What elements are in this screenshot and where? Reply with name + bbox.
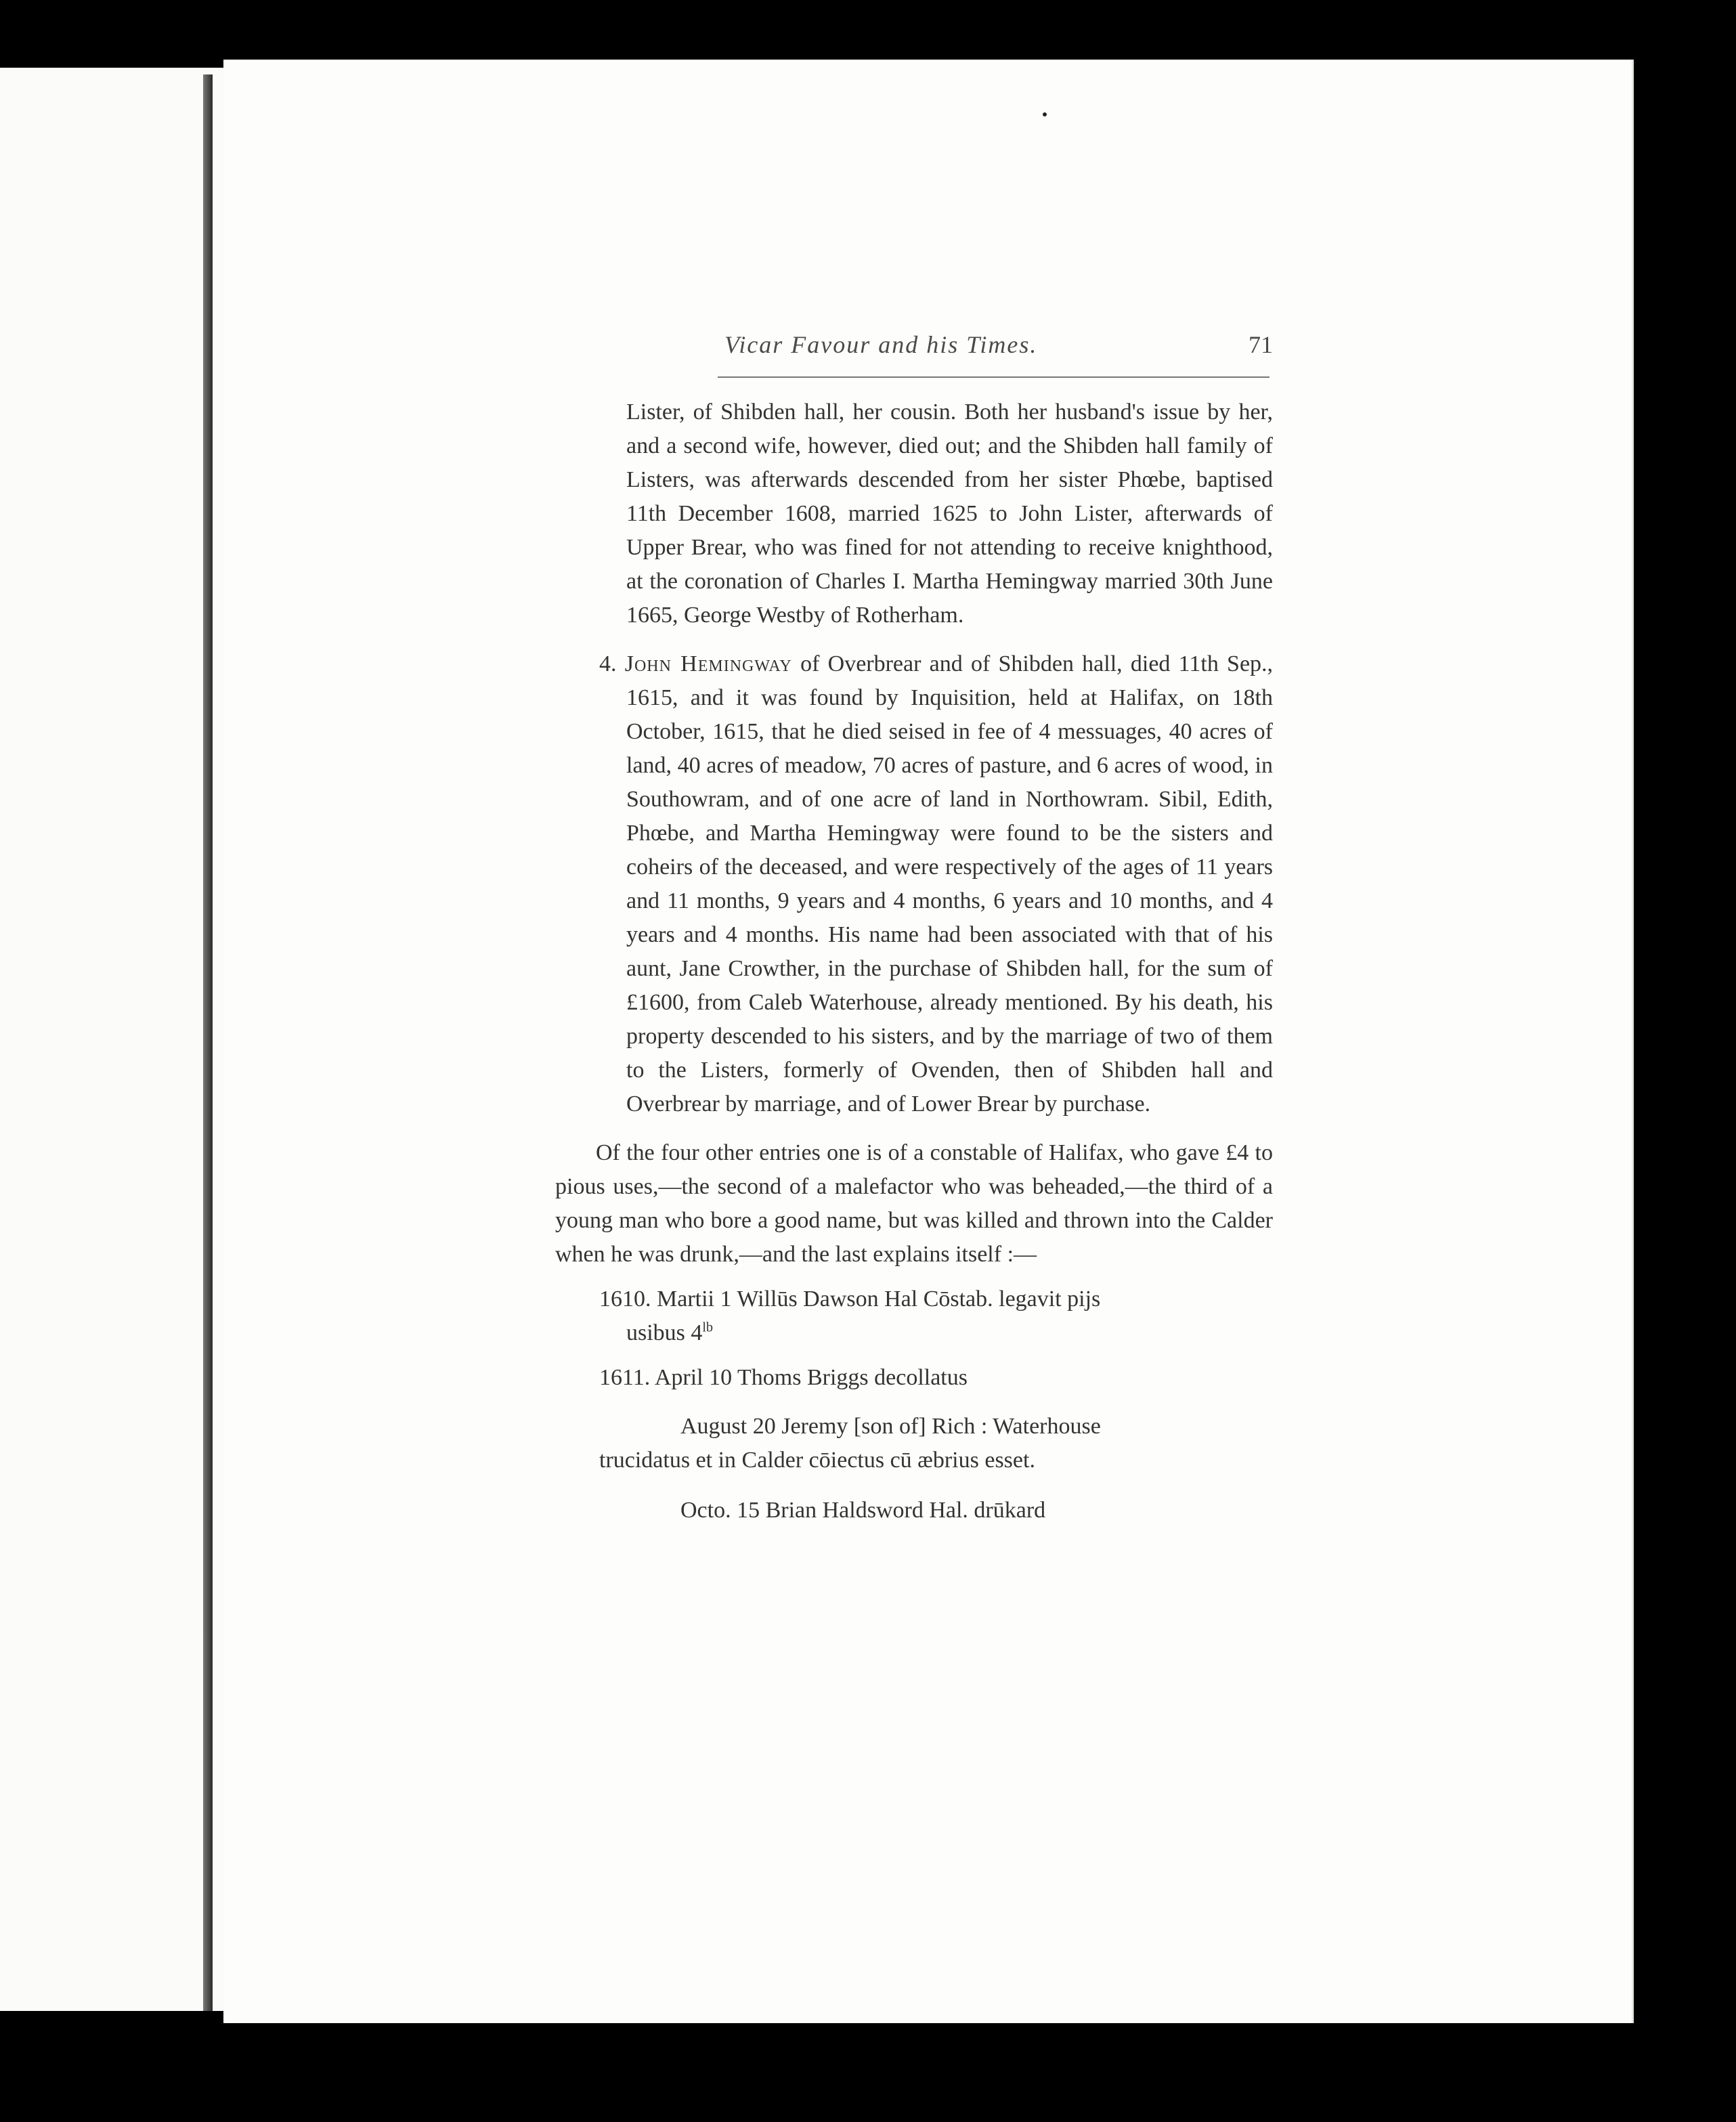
entry-text: of Overbrear and of Shibden hall, died 11th Sep., 1615, and it was found by Inquisition, held at Halifax, on 18th October, 1615, that he died seised in fee of 4 messuages, 40 acres of land, 40 acres of meadow, 70 acres of pasture, and 6 acres of wood, in Southowram, and of one acre of land in Northowram. Sibil, Edith, Phœbe, and Martha Hemingway were found to be the sisters and coheirs of the deceased, and were respectively of the ages of 11 years and 11 months, 9 years and 4 months, 6 years and 10 months, and 4 years and 4 months. His name had been associated with that of his aunt, Jane Crowther, in the purchase of Shibden hall, for the sum of £1600, from Caleb Waterhouse, already mentioned. By his death, his property descended to his sisters, and by the marriage of two of them to the Listers, formerly of Ovenden, then of Shibden hall and Overbrear by marriage, and of Lower Brear by purchase.: [626, 651, 1274, 1117]
register-line-continued: trucidatus et in Calder cōiectus cū æbrius esset.: [599, 1448, 1035, 1473]
running-head: [724, 330, 1273, 359]
paragraph: Of the four other entries one is of a constable of Halifax, who gave £4 to pious uses,—the second of a malefactor who was beheaded,—the third of a young man who bore a good name, but was killed and thrown into the Calder when he was drunk,—and the last explains itself :—: [555, 1140, 1273, 1267]
register-line-continued: [599, 1316, 1273, 1350]
speck-mark: [1043, 112, 1047, 116]
register-entry-august: [555, 1410, 1273, 1477]
text-body: [555, 395, 1273, 1528]
entry-4: [555, 647, 1273, 1121]
running-title: Vicar Favour and his Times.: [724, 331, 1038, 358]
entry-name: John Hemingway: [624, 651, 792, 676]
entry-number: 4.: [599, 651, 617, 676]
register-superscript: lb: [702, 1320, 713, 1335]
page-number: 71: [1249, 331, 1273, 358]
header-rule: [718, 376, 1270, 378]
continued-entry: Lister, of Shibden hall, her cousin. Both her husband's issue by her, and a second wife, however, died out; and the Shibden hall family of Listers, was afterwards descended from her sister Phœbe, baptised 11th December 1608, married 1625 to John Lister, afterwards of Upper Brear, who was fined for not attending to receive knighthood, at the coronation of Charles I. Martha Hemingway married 30th June 1665, George Westby of Rotherham.: [626, 399, 1273, 628]
register-text: usibus 4: [626, 1320, 703, 1345]
register-entry-october: Octo. 15 Brian Haldsword Hal. drūkard: [680, 1498, 1046, 1523]
register-entry-1610: [555, 1282, 1273, 1350]
left-page: [0, 68, 230, 2011]
page-gutter: [203, 74, 213, 2011]
register-line: August 20 Jeremy [son of] Rich : Waterhouse: [680, 1414, 1101, 1439]
register-line: 1610. Martii 1 Willūs Dawson Hal Cōstab. legavit pijs: [599, 1286, 1101, 1312]
register-entry-1611: 1611. April 10 Thoms Briggs decollatus: [599, 1365, 968, 1390]
